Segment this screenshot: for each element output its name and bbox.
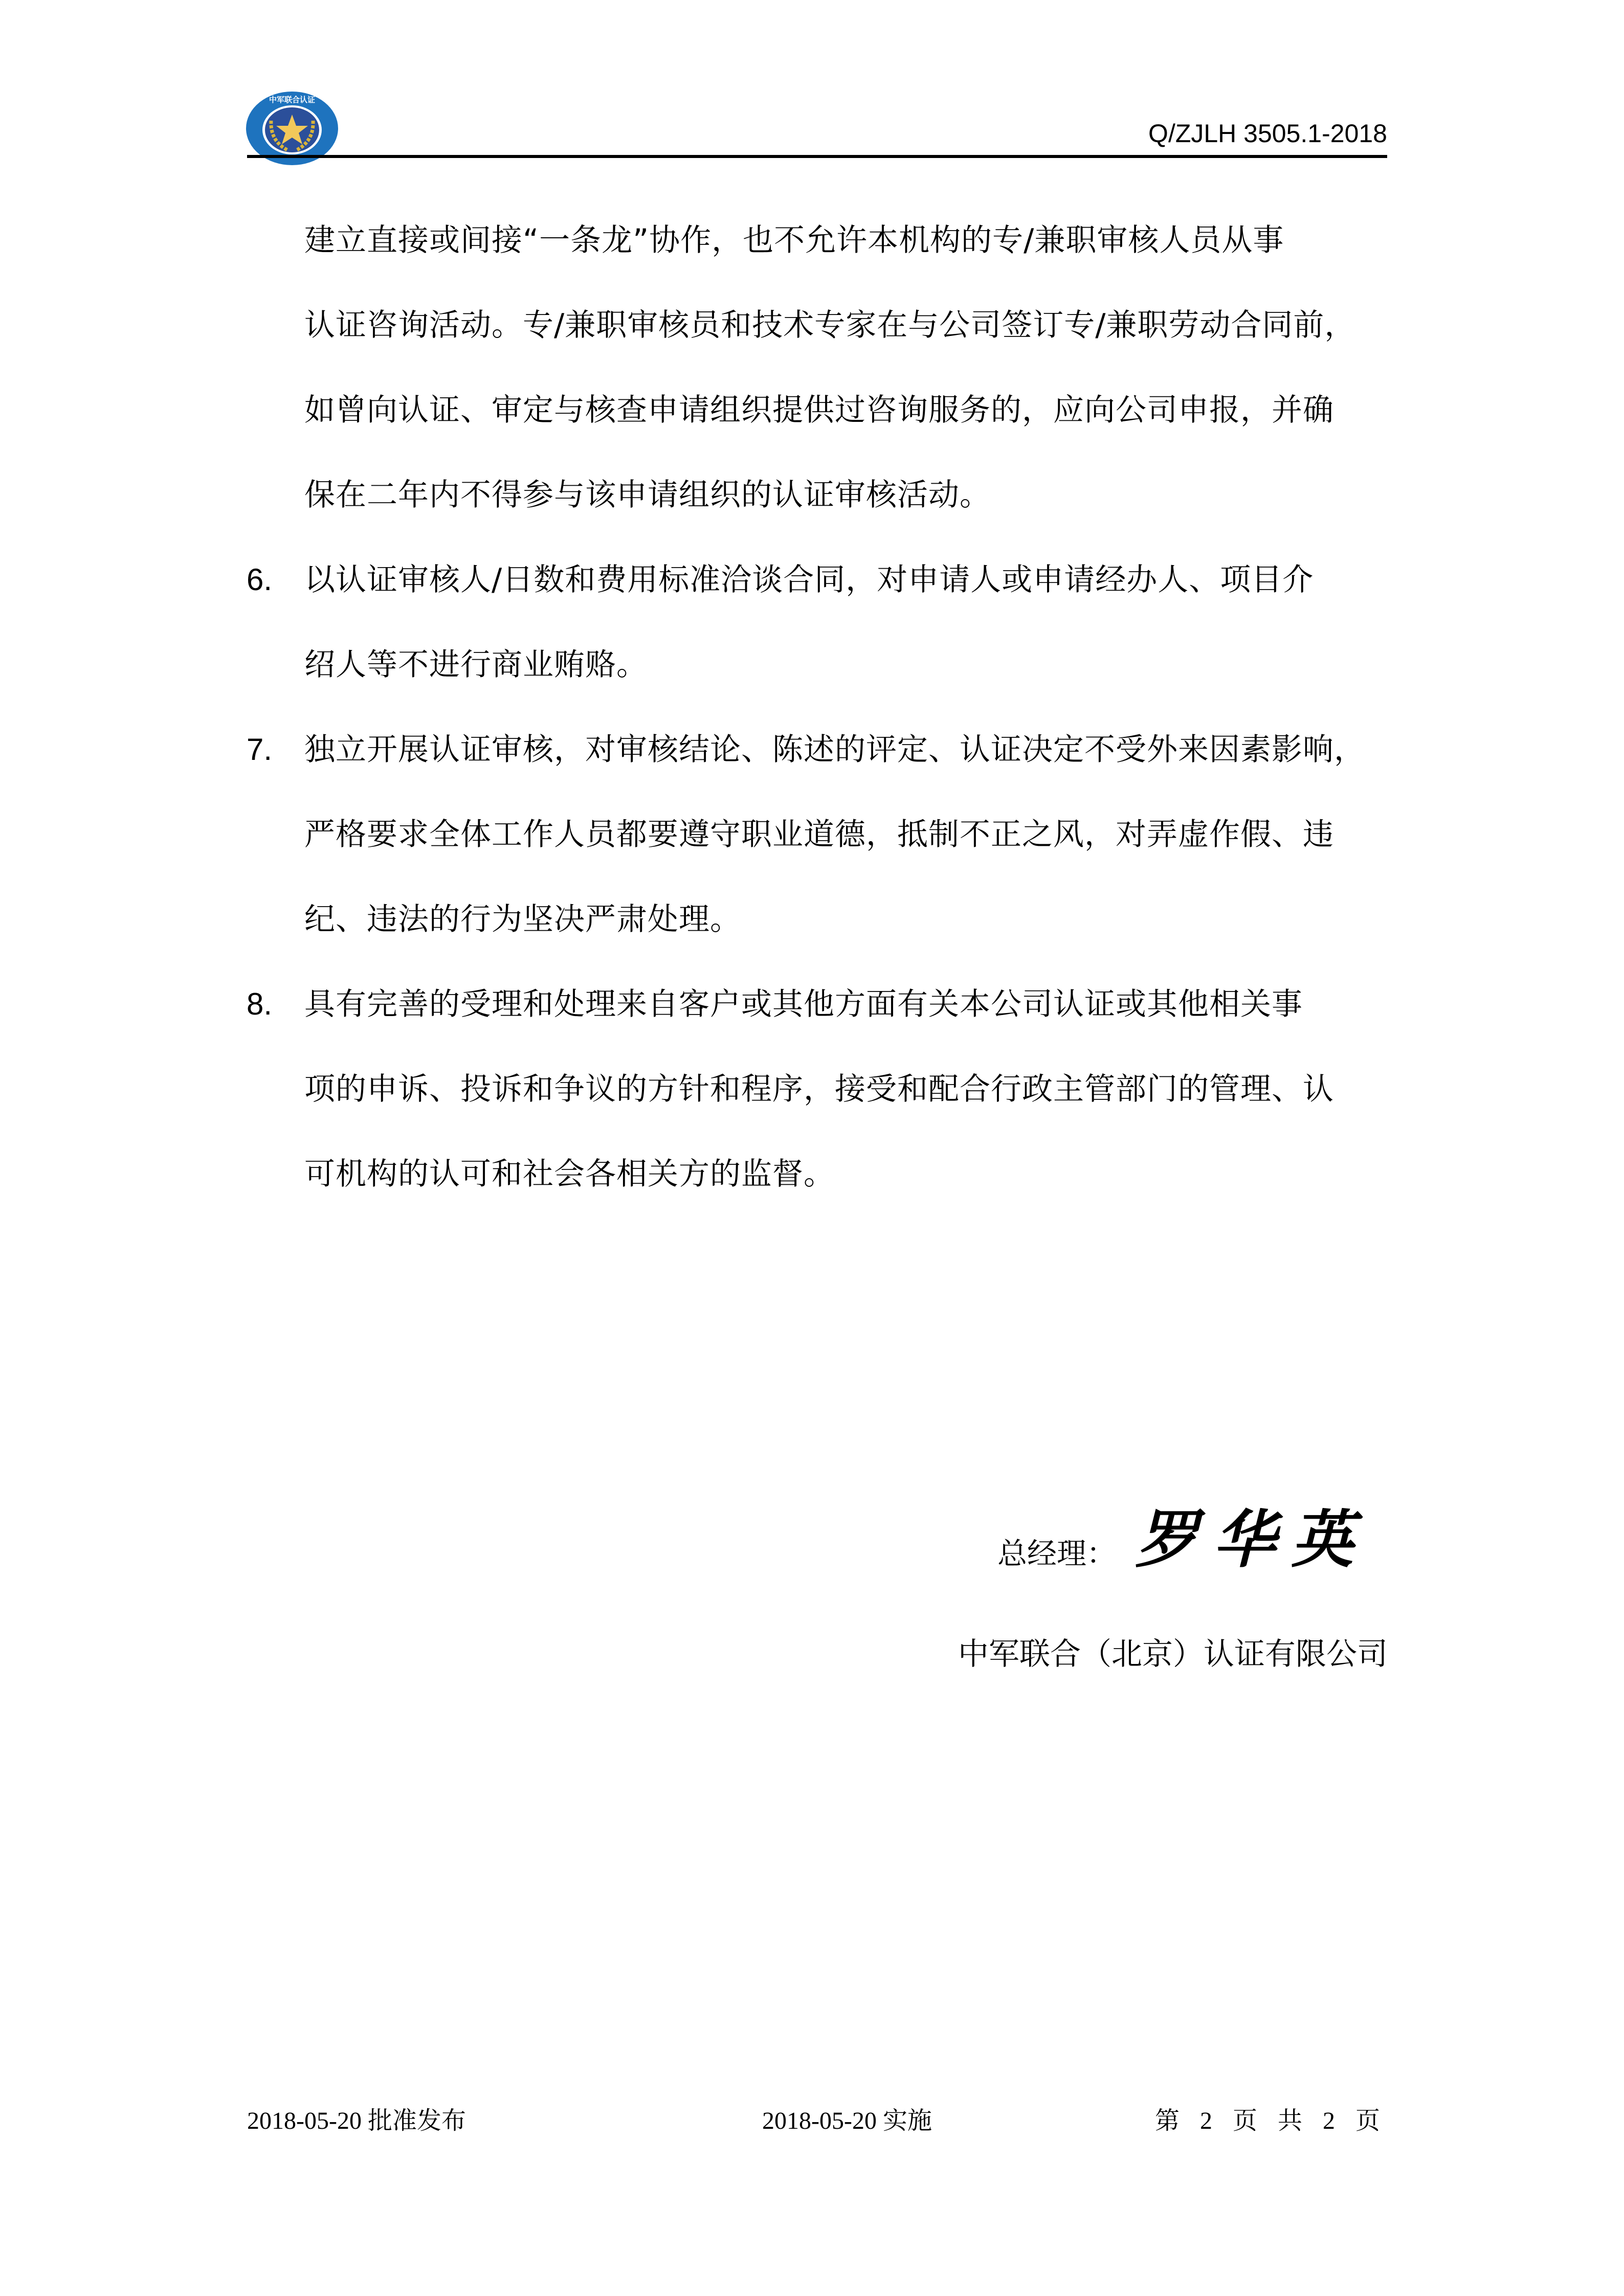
list-item-line: 独立开展认证审核，对审核结论、陈述的评定、认证决定不受外来因素影响， — [304, 732, 1365, 768]
list-item-line: 可机构的认可和社会各相关方的监督。 — [304, 1156, 835, 1192]
list-item-line: 以认证审核人/日数和费用标准洽谈合同，对申请人或申请经办人、项目介 — [304, 562, 1314, 598]
header-divider — [247, 155, 1387, 158]
list-item-line: 纪、违法的行为坚决严肃处理。 — [304, 902, 741, 937]
footer-page-number: 第 2 页 共 2 页 — [1154, 2107, 1387, 2134]
paragraph-line: 保在二年内不得参与该申请组织的认证审核活动。 — [304, 477, 991, 513]
list-item-line: 具有完善的受理和处理来自客户或其他方面有关本公司认证或其他相关事 — [304, 986, 1303, 1022]
document-code: Q/ZJLH 3505.1-2018 — [1148, 119, 1387, 148]
paragraph-line: 建立直接或间接“一条龙”协作，也不允许本机构的专/兼职审核人员从事 — [304, 222, 1284, 258]
signature-name: 罗华英 — [1136, 1502, 1369, 1576]
list-item-number: 7. — [247, 732, 273, 767]
list-item-number: 6. — [247, 562, 273, 597]
footer-issue-date: 2018-05-20 批准发布 — [247, 2107, 466, 2134]
list-item-number: 8. — [247, 987, 273, 1021]
footer-implement-date: 2018-05-20 实施 — [762, 2107, 932, 2134]
list-item-line: 项的申诉、投诉和争议的方针和程序，接受和配合行政主管部门的管理、认 — [304, 1071, 1334, 1107]
list-item-line: 严格要求全体工作人员都要遵守职业道德，抵制不正之风，对弄虚作假、违 — [304, 817, 1334, 852]
signature-label: 总经理： — [997, 1536, 1117, 1571]
company-name: 中军联合（北京）认证有限公司 — [958, 1636, 1388, 1672]
paragraph-line: 认证咨询活动。专/兼职审核员和技术专家在与公司签订专/兼职劳动合同前， — [304, 307, 1356, 343]
paragraph-line: 如曾向认证、审定与核查申请组织提供过咨询服务的，应向公司申报，并确 — [304, 392, 1334, 428]
svg-text:中军联合认证: 中军联合认证 — [269, 95, 316, 104]
list-item-line: 绍人等不进行商业贿赂。 — [304, 647, 648, 683]
